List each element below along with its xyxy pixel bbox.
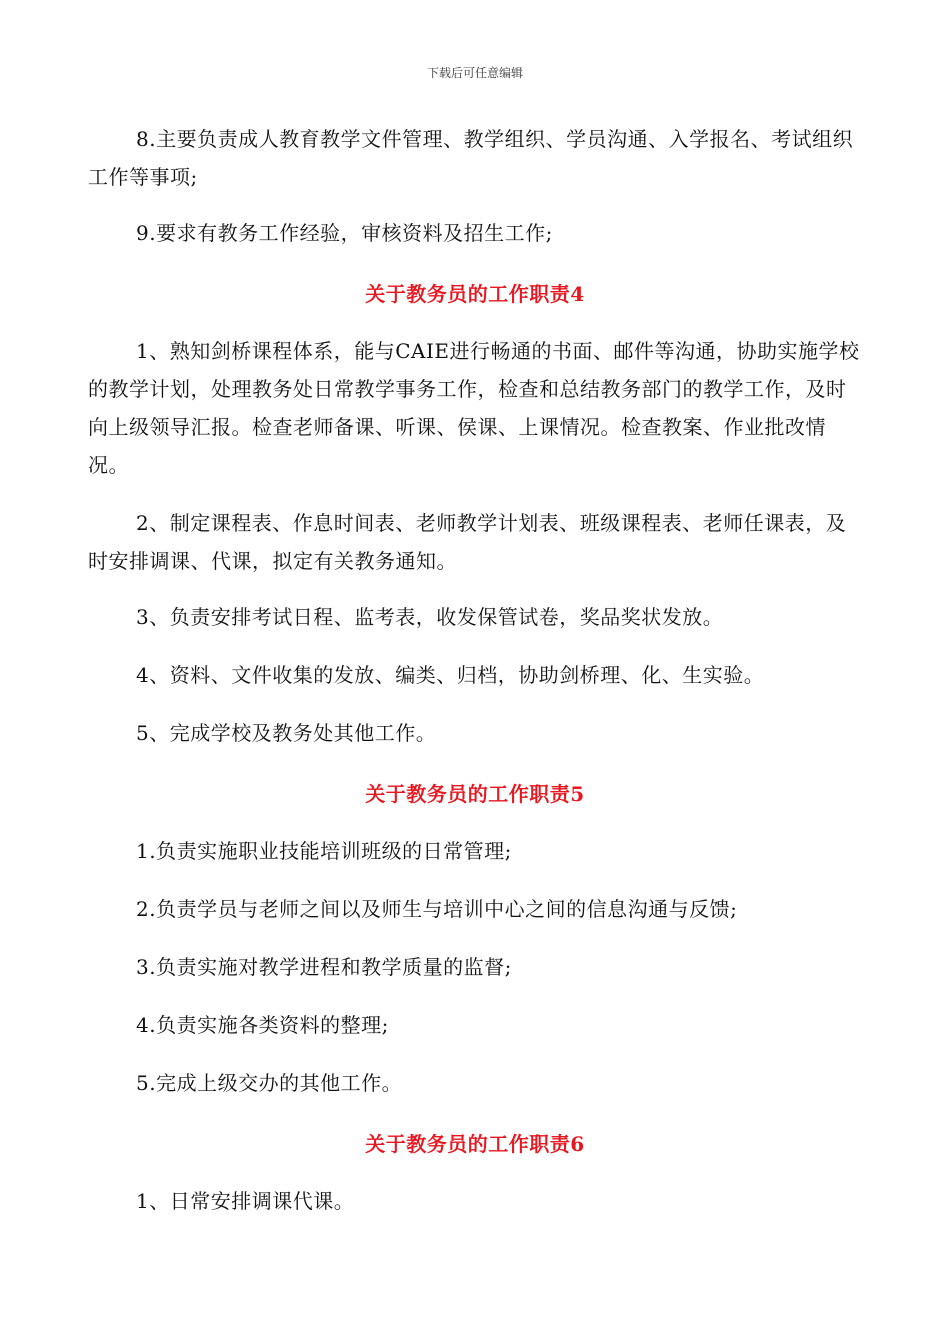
section5-item-4: 4.负责实施各类资料的整理;: [136, 1013, 389, 1037]
paragraph-item-8: 8.主要负责成人教育教学文件管理、教学组织、学员沟通、入学报名、考试组织工作等事项;: [88, 127, 854, 189]
section4-item-5: 5、完成学校及教务处其他工作。: [136, 721, 437, 745]
section5-item-2: 2.负责学员与老师之间以及师生与培训中心之间的信息沟通与反馈;: [136, 897, 738, 921]
section-heading-6: 关于教务员的工作职责6: [365, 1132, 585, 1156]
section4-item-1: 1、熟知剑桥课程体系，能与CAIE进行畅通的书面、邮件等沟通，协助实施学校的教学计划，处理教务处日常教学事务工作，检查和总结教务部门的教学工作，及时向上级领导汇报。检查老师备课、听课、侯课、上课情况。检查教案、作业批改情况。: [88, 339, 860, 477]
section6-item-1: 1、日常安排调课代课。: [136, 1189, 355, 1213]
section-heading-4: 关于教务员的工作职责4: [365, 282, 585, 306]
section4-item-4: 4、资料、文件收集的发放、编类、归档，协助剑桥理、化、生实验。: [136, 663, 765, 687]
section5-item-5: 5.完成上级交办的其他工作。: [136, 1071, 403, 1095]
header-note: 下载后可任意编辑: [426, 66, 523, 80]
section5-item-3: 3.负责实施对教学进程和教学质量的监督;: [136, 955, 512, 979]
section-heading-5: 关于教务员的工作职责5: [365, 782, 585, 806]
section4-item-3: 3、负责安排考试日程、监考表，收发保管试卷，奖品奖状发放。: [136, 605, 724, 629]
paragraph-item-9: 9.要求有教务工作经验，审核资料及招生工作;: [136, 221, 553, 245]
section5-item-1: 1.负责实施职业技能培训班级的日常管理;: [136, 839, 512, 863]
section4-item-2: 2、制定课程表、作息时间表、老师教学计划表、班级课程表、老师任课表，及时安排调课、代课，拟定有关教务通知。: [88, 511, 847, 573]
